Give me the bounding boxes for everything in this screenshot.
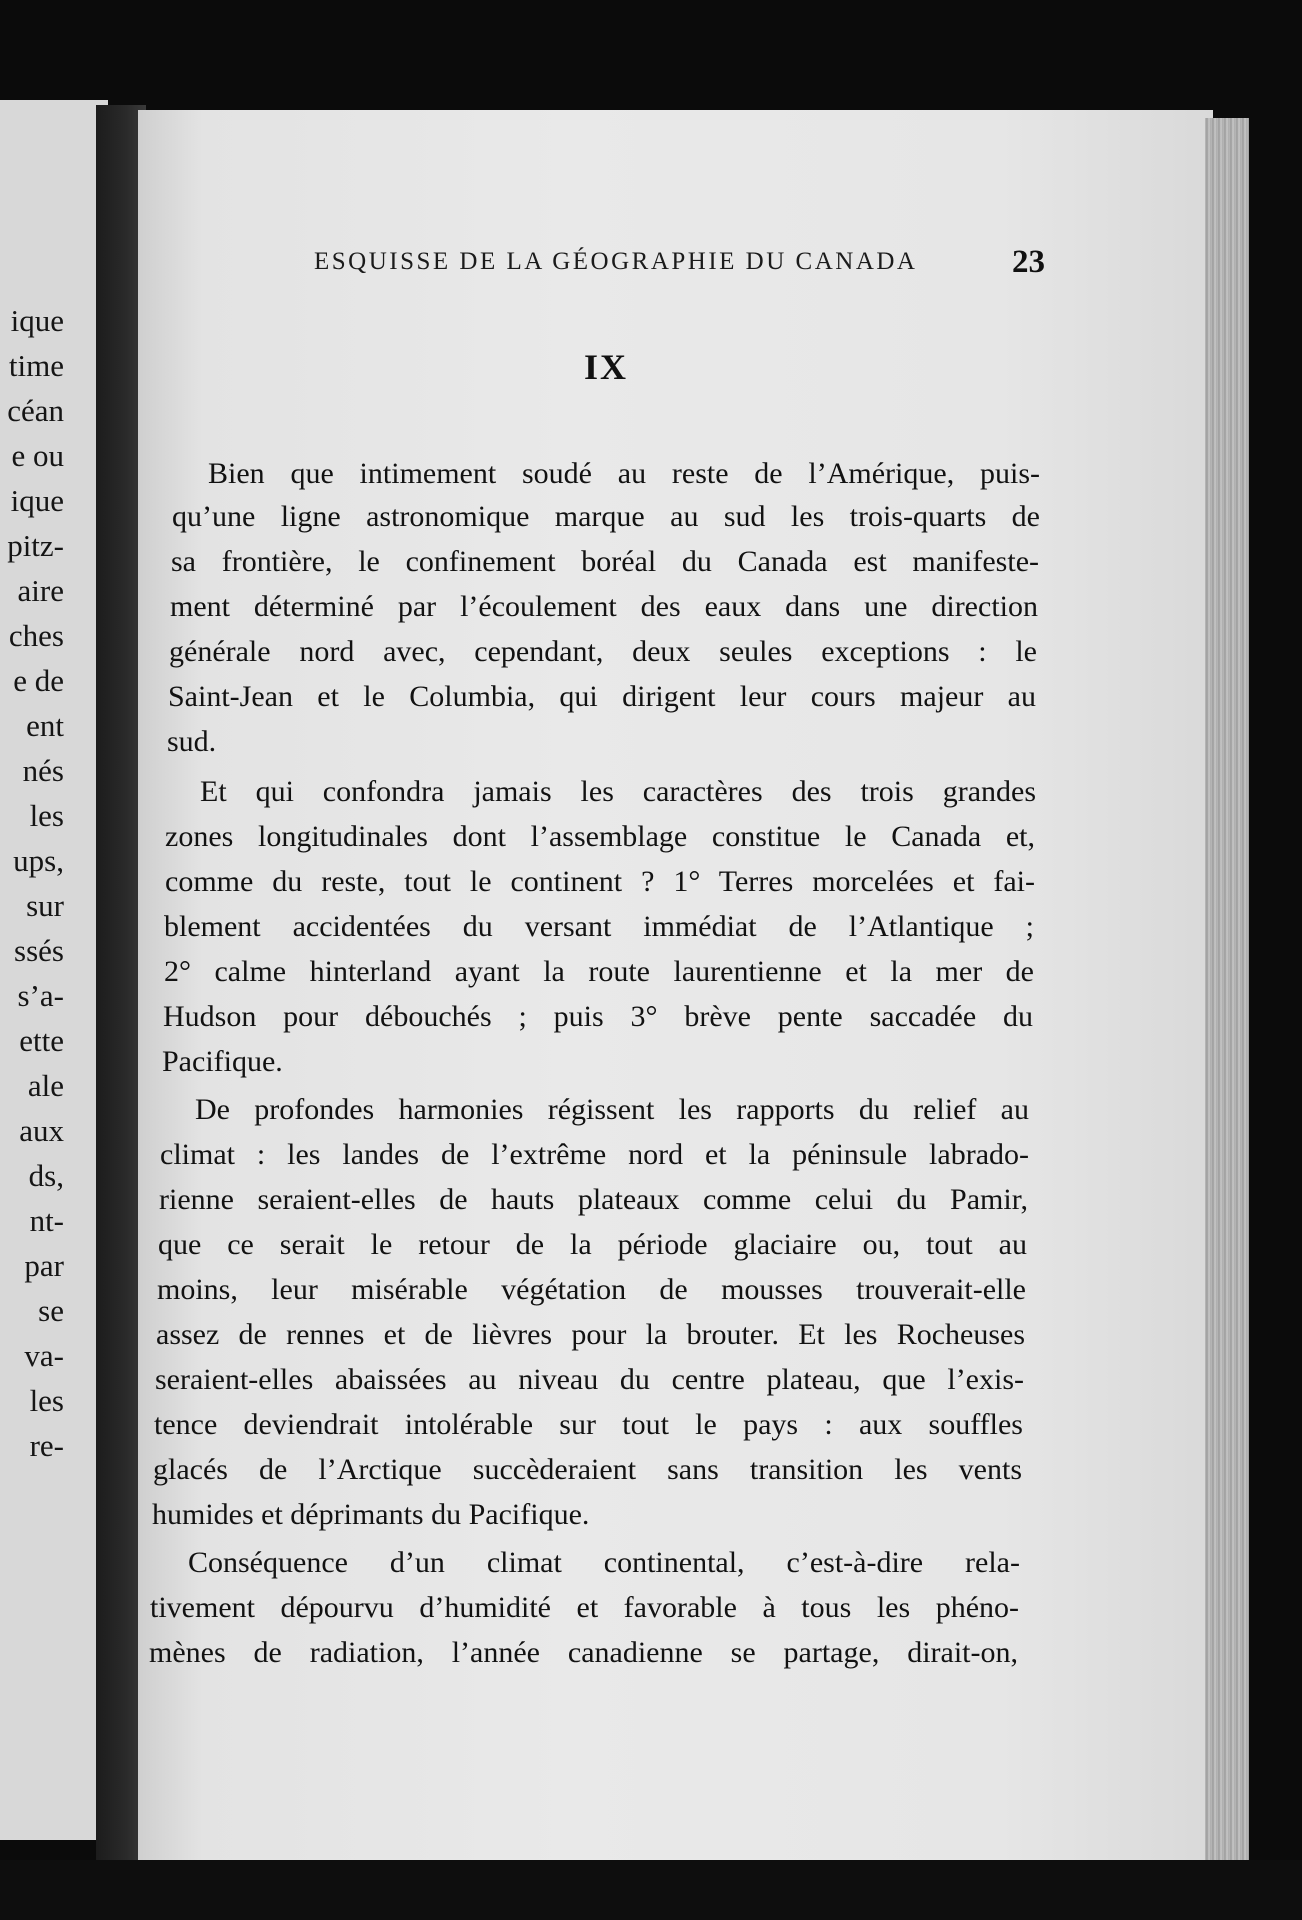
previous-page-edge <box>0 100 108 1840</box>
text-line: glacés de l’Arctique succèderaient sans transition les vents <box>153 1453 1022 1486</box>
previous-page-fragment: aux <box>19 1113 64 1148</box>
previous-page-fragment: ds, <box>28 1158 64 1193</box>
text-line: Hudson pour débouchés ; puis 3° brève pente saccadée du <box>163 1000 1033 1033</box>
section-heading: IX <box>584 347 629 387</box>
previous-page-fragment: ique <box>10 303 64 338</box>
text-line: De profondes harmonies régissent les rapports du relief au <box>195 1093 1029 1126</box>
previous-page-fragment: ale <box>27 1068 64 1103</box>
scan-bottom-border <box>0 1860 1302 1920</box>
previous-page-fragment: time <box>8 348 64 383</box>
text-line: assez de rennes et de lièvres pour la brouter. Et les Rocheuses <box>156 1318 1025 1351</box>
text-line: générale nord avec, cependant, deux seules exceptions : le <box>169 635 1037 668</box>
previous-page-fragment: re- <box>29 1428 64 1463</box>
previous-page-fragment: par <box>24 1248 64 1283</box>
previous-page-fragment: ette <box>19 1023 64 1058</box>
text-line: ment déterminé par l’écoulement des eaux dans une direction <box>170 590 1038 623</box>
previous-page-fragment: e de <box>13 663 64 698</box>
page-number: 23 <box>1012 244 1045 280</box>
text-line: sud. <box>167 725 217 758</box>
text-line: rienne seraient-elles de hauts plateaux comme celui du Pamir, <box>159 1183 1028 1216</box>
previous-page-fragment: va- <box>24 1338 64 1373</box>
text-line: qu’une ligne astronomique marque au sud les trois-quarts de <box>172 500 1040 533</box>
text-line: sa frontière, le confinement boréal du Canada est manifeste- <box>171 545 1039 578</box>
previous-page-fragment: ups, <box>13 843 64 878</box>
previous-page-fragment: ssés <box>14 933 64 968</box>
text-line: climat : les landes de l’extrême nord et la péninsule labrado- <box>160 1138 1029 1171</box>
previous-page-fragment: ent <box>26 708 64 743</box>
previous-page-fragment: ches <box>8 618 64 653</box>
previous-page-fragment: se <box>38 1293 64 1328</box>
text-line: Et qui confondra jamais les caractères des trois grandes <box>200 775 1036 808</box>
previous-page-fragment: nés <box>22 753 64 788</box>
previous-page-fragment: s’a- <box>17 978 64 1013</box>
previous-page-fragment: les <box>29 798 64 833</box>
page-stack-edge <box>1205 118 1249 1878</box>
running-header: ESQUISSE DE LA GÉOGRAPHIE DU CANADA <box>314 248 918 275</box>
previous-page-fragment: e ou <box>11 438 64 473</box>
previous-page-fragment: céan <box>7 393 64 428</box>
text-line: Saint-Jean et le Columbia, qui dirigent leur cours majeur au <box>168 680 1036 713</box>
text-line: comme du reste, tout le continent ? 1° Terres morcelées et fai- <box>165 865 1035 898</box>
previous-page-fragment: ique <box>10 483 64 518</box>
text-line: tence deviendrait intolérable sur tout le pays : aux souffles <box>154 1408 1023 1441</box>
text-line: Conséquence d’un climat continental, c’est-à-dire rela- <box>188 1546 1020 1579</box>
previous-page-fragment: aire <box>17 573 64 608</box>
previous-page-fragment: sur <box>26 888 64 923</box>
previous-page-fragment: nt- <box>29 1203 64 1238</box>
text-line: zones longitudinales dont l’assemblage constitue le Canada et, <box>165 820 1035 853</box>
text-line: blement accidentées du versant immédiat de l’Atlantique ; <box>164 910 1034 943</box>
text-line: mènes de radiation, l’année canadienne se partage, dirait-on, <box>149 1636 1018 1669</box>
previous-page-fragment: pitz- <box>7 528 64 563</box>
text-line: humides et déprimants du Pacifique. <box>152 1498 590 1531</box>
text-line: tivement dépourvu d’humidité et favorable à tous les phéno- <box>150 1591 1019 1624</box>
text-line: seraient-elles abaissées au niveau du centre plateau, que l’exis- <box>155 1363 1024 1396</box>
previous-page-fragment: les <box>29 1383 64 1418</box>
text-line: moins, leur misérable végétation de mousses trouverait-elle <box>157 1273 1026 1306</box>
text-line: 2° calme hinterland ayant la route laurentienne et la mer de <box>164 955 1034 988</box>
text-line: Bien que intimement soudé au reste de l’Amérique, puis- <box>208 457 1040 490</box>
text-line: que ce serait le retour de la période glaciaire ou, tout au <box>158 1228 1027 1261</box>
text-line: Pacifique. <box>162 1045 283 1078</box>
